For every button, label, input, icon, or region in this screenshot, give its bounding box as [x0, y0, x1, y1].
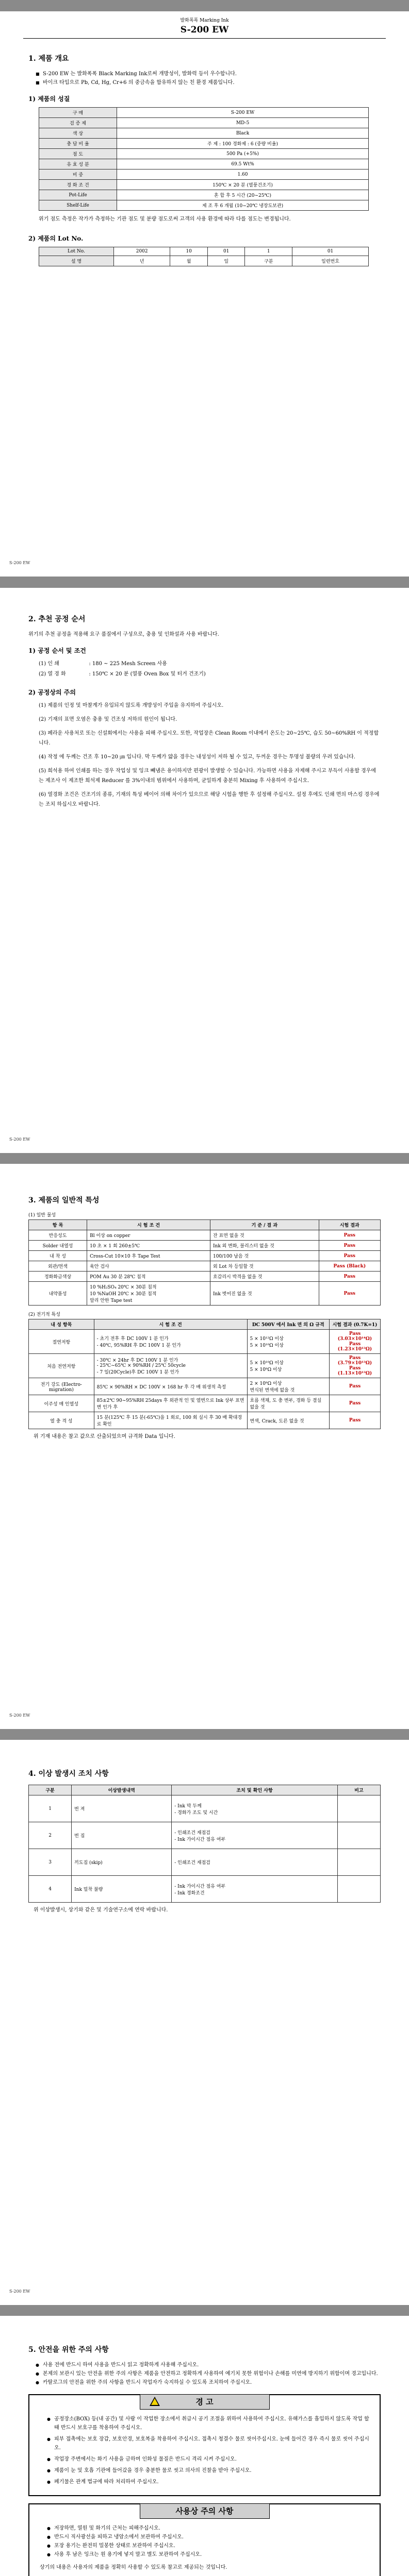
- table-cell: Ink 벗어진 없을 것: [210, 1282, 319, 1306]
- table-cell: - 30℃ × 24hr 후 DC 100V 1 분 인가 - 25℃~65℃ × 90%RH / 25℃ 50cycle - 7 일(20Cycle)후 DC 100V 1 분 인가: [94, 1354, 247, 1378]
- table-cell: 흐감리시 박격을 없을 것: [210, 1272, 319, 1282]
- doc-title: S-200 EW: [180, 25, 229, 35]
- props-key: 구 매: [39, 108, 117, 118]
- props-note: 위기 점도 측정은 작가가 측정하는 기관 점도 및 분량 점도로써 고객의 사용 환경에 따라 다를 점도는 변경됩니다.: [39, 216, 291, 222]
- safety-bullet: ● 사용 전에 반드시 하여 사용을 반드시 읽고 정확하게 사용해 주십시오.: [43, 2361, 381, 2369]
- electrical-props-table: [28, 1319, 381, 1429]
- lot-cell: 01: [207, 247, 245, 256]
- table-row: [29, 1230, 381, 1241]
- warning-item: ● 폐기물은 관계 법규에 따라 처리하여 주십시오.: [54, 2478, 369, 2486]
- process-intro: 위기의 추천 공정을 적용해 요구 품질에서 구성으로, 충용 및 인화설과 사용 바랍니다.: [28, 632, 219, 637]
- characteristics-heading: 3. 제품의 일반적 특성: [28, 1196, 100, 1205]
- props-value: 주 제 : 100 경화제 : 6 (중량 비율): [117, 139, 369, 149]
- lot-heading: 2) 제품의 Lot No.: [28, 235, 84, 242]
- table-header-cell: 조치 및 확인 사항: [172, 1785, 338, 1795]
- props-key: Shelf-Life: [39, 200, 117, 211]
- table-cell: Pass: [319, 1230, 380, 1241]
- table-row: [29, 1412, 381, 1429]
- props-key: 검 증 제: [39, 118, 117, 128]
- caution-title: 사용상 주의 사항: [175, 2506, 234, 2516]
- table-cell: Pass: [329, 1378, 380, 1395]
- table-cell: Pass (3.79×10¹³Ω) Pass (1.13×10¹³Ω): [329, 1354, 380, 1378]
- troubleshooting-note: 위 이상발생시, 상기와 같은 및 기술연구소에 연락 바랍니다.: [34, 1907, 168, 1913]
- table-cell: 전기 강도 (Electro-migration): [29, 1378, 94, 1395]
- lot-cell: 일: [207, 256, 245, 266]
- table-cell: POM Au 30 분 28℃ 침적: [87, 1272, 210, 1282]
- table-cell: 2 × 10⁸Ω 이상 변식된 변색에 없을 것: [247, 1378, 329, 1395]
- table-cell: Bl 이상 on copper: [87, 1230, 210, 1241]
- table-row: [29, 1795, 381, 1822]
- troubleshooting-heading: 4. 이상 발생시 조치 사항: [28, 1770, 109, 1778]
- lot-row: [39, 256, 369, 266]
- props-value: S-200 EW: [117, 108, 369, 118]
- table-cell: Solder 내열성: [29, 1241, 87, 1251]
- table-cell: 처음 전연저항: [29, 1354, 94, 1378]
- table-header-cell: 시험 결과 (0.7K=1): [329, 1319, 380, 1330]
- table-header-cell: 시 험 조 건: [87, 1220, 210, 1230]
- caution-item: ● 포장 용기는 완전히 밀봉한 상태로 보관하여 주십시오.: [54, 2541, 369, 2550]
- table-row: [29, 1822, 381, 1849]
- process-note: (5) 희석용 하여 인쇄를 하는 경우 작업성 및 잉크 빼냄은 용이하지만 편광이 발생할 수 있습니다. 가능하면 사용을 자제해 주시고 부득이 사용할 경우에는 제조사 이 제조한 희석제 Reducer 를 3%이내의 범위에서 사용하며, 균일하게 충분히 Mixing 후 사용하여 주십시오.: [39, 768, 377, 784]
- caution-item: ● 반드시 직사광선을 피하고 냉암소에서 보관하여 주십시오.: [54, 2533, 369, 2541]
- table-cell: - 인쇄조건 재점검 - Ink 가이시간 점유 여부: [172, 1822, 338, 1849]
- table-cell: [337, 1849, 380, 1876]
- props-heading: 1) 제품의 성질: [28, 95, 70, 103]
- table-cell: Ink 밀착 불량: [72, 1876, 172, 1903]
- props-value: 69.5 Wt%: [117, 159, 369, 170]
- page-4: [0, 1740, 409, 2305]
- table-cell: 내약품성: [29, 1282, 87, 1306]
- caution-item: ● 사용 후 남은 잉크는 원 용기에 넣지 말고 별도 보관하여 주십시오.: [54, 2550, 369, 2559]
- page-3: [0, 1164, 409, 1729]
- table-cell: Pass: [329, 1412, 380, 1429]
- table-cell: 10 %H₂SO₄ 20℃ × 30분 침적 10 %NaOH 20℃ × 30분 침적 알리 안한 Tape test: [87, 1282, 210, 1306]
- props-key: Pot-Life: [39, 190, 117, 200]
- props-table: [39, 107, 369, 211]
- table-header-cell: 구분: [29, 1785, 72, 1795]
- footer: S-200 EW: [9, 1137, 30, 1142]
- table-cell: 15 분(125℃ 후 15 분(-65℃)을 1 회로, 100 회 실시 후 30 배 확대경로 확인: [94, 1412, 247, 1429]
- table-cell: - Ink 막 두께 - 경화가 조도 및 시간: [172, 1795, 338, 1822]
- props-key: 점 도: [39, 149, 117, 159]
- table-cell: 육안 검사: [87, 1261, 210, 1272]
- table-cell: 85℃ × 90%RH × DC 100V × 168 hr 후 각 배 위생적 측정: [94, 1378, 247, 1395]
- props-row: [39, 139, 369, 149]
- warning-item: ● 제품이 눈 및 호흡 기관에 들어갔을 경우 충분한 물로 씻고 의사의 진찰을 받아 주십시오.: [54, 2466, 369, 2475]
- props-row: [39, 170, 369, 180]
- process-note: (3) 페라운 사용처로 또는 신설회에서는 사용을 피해 주십시오. 또한, 작업장은 Clean Room 이내에서 온도는 20~25℃, 습도 50~60%RH 이 적정합니다.: [39, 731, 379, 746]
- table-cell: 5 × 10¹⁰Ω 이상 5 × 10⁸Ω 이상: [247, 1354, 329, 1378]
- page-1: [0, 11, 409, 577]
- lot-cell: 1: [245, 247, 292, 256]
- table-cell: 2: [29, 1822, 72, 1849]
- table-row: [29, 1261, 381, 1272]
- warning-box: [28, 2394, 381, 2496]
- props-value: 150℃ × 20 분 (열풍건조기): [117, 180, 369, 190]
- table-cell: 정화화금색상: [29, 1272, 87, 1282]
- title-rule: [23, 38, 386, 39]
- table-cell: 잔 표면 없을 것: [210, 1230, 319, 1241]
- props-row: [39, 159, 369, 170]
- condition-name: 인 쇄: [47, 661, 59, 667]
- process-sub2: 2) 공정상의 주의: [28, 689, 76, 696]
- props-row: [39, 200, 369, 211]
- footer: S-200 EW: [9, 1713, 30, 1718]
- lot-cell: 년: [113, 256, 170, 266]
- table-row: [29, 1378, 381, 1395]
- props-key: 경 화 조 건: [39, 180, 117, 190]
- characteristics-note: 위 기재 내용은 참고 값으로 산출되었으며 규격화 Data 입니다.: [34, 1434, 175, 1439]
- props-value: 제 조 후 6 개월 (10~20℃ 냉장도보관): [117, 200, 369, 211]
- props-key: 색 상: [39, 128, 117, 139]
- table-cell: Pass: [329, 1395, 380, 1412]
- props-value: 1.60: [117, 170, 369, 180]
- page-5: [0, 2316, 409, 2576]
- table-row: [29, 1395, 381, 1412]
- props-value: 500 Pa (+5%): [117, 149, 369, 159]
- process-note: (4) 작정 에 두께는 건조 후 10~20 ㎛ 입니다. 막 두께가 얇을 경우는 내성성이 저하 될 수 있고, 두꺼운 경우는 투명성 불량의 우려 있습니다.: [39, 754, 355, 760]
- general-props-table: [28, 1219, 381, 1306]
- caution-box: [28, 2503, 381, 2576]
- condition-list: [39, 659, 381, 680]
- table-cell: Ink 외 변화, 블리스터 없을 것: [210, 1241, 319, 1251]
- table-cell: 변색, Crack, 도른 없을 것: [247, 1412, 329, 1429]
- props-row: [39, 108, 369, 118]
- table-cell: 85±2℃ 90~95%RH 25days 후 외관적 인 및 열변으로 Ink 상부 표면 변 인가 후: [94, 1395, 247, 1412]
- warning-header: [140, 2394, 270, 2410]
- lot-table: [39, 247, 369, 266]
- table-header-cell: 내 성 항목: [29, 1319, 94, 1330]
- table-cell: Pass (Black): [319, 1261, 380, 1272]
- table-row: [29, 1330, 381, 1354]
- intro-line: ■ 바이크 타입으로 Pb, Cd, Hg, Cr+6 의 중금속을 함유하지 않는 친 환경 제품입니다.: [43, 78, 381, 87]
- lot-cell: 10: [170, 247, 208, 256]
- table-row: [29, 1849, 381, 1876]
- lot-cell: 월: [170, 256, 208, 266]
- table-row: [29, 1241, 381, 1251]
- table-cell: - Ink 가이시간 점유 여부 - Ink 경화조건: [172, 1876, 338, 1903]
- lot-cell: 설 명: [39, 256, 114, 266]
- table-row: [29, 1272, 381, 1282]
- props-row: [39, 180, 369, 190]
- props-value: MD-5: [117, 118, 369, 128]
- condition-num: (2): [39, 671, 48, 677]
- table-cell: Cross-Cut 10×10 후 Tape Test: [87, 1251, 210, 1261]
- table-cell: 흐름 색채, 도 충 변부, 경화 등 결실 없을 것: [247, 1395, 329, 1412]
- table-cell: Pass (3.03×10¹⁴Ω) Pass (1.23×10¹³Ω): [329, 1330, 380, 1354]
- table-row: [29, 1354, 381, 1378]
- warning-title: 경 고: [195, 2397, 214, 2406]
- table-cell: Pass: [319, 1251, 380, 1261]
- props-row: [39, 128, 369, 139]
- caution-header: [140, 2503, 270, 2519]
- props-row: [39, 149, 369, 159]
- table-cell: [337, 1876, 380, 1903]
- page-2: [0, 588, 409, 1153]
- props-key: 유 효 성 분: [39, 159, 117, 170]
- props-key: 충 담 비 율: [39, 139, 117, 149]
- table-cell: 이주성 매 인열성: [29, 1395, 94, 1412]
- lot-cell: 01: [292, 247, 369, 256]
- intro-line: ■ S-200 EW 는 발화폭폭 Black Marking Ink로써 개방성이, 발화력 등이 우수합니다.: [43, 70, 381, 78]
- condition-line: [39, 659, 381, 669]
- safety-bullet: ● 카탈로그의 안전을 위한 주의 사항을 반드시 작업자가 숙지하실 수 있도록 조치하여 주십시오.: [43, 2378, 381, 2387]
- table-cell: 열 충 격 성: [29, 1412, 94, 1429]
- process-sub1: 1) 공정 순서 및 조건: [28, 647, 86, 654]
- table-cell: 번 짐: [72, 1822, 172, 1849]
- lot-cell: Lot No.: [39, 247, 114, 256]
- general-props-label: (1) 일반 물성: [28, 1213, 56, 1218]
- table-cell: Pass: [319, 1272, 380, 1282]
- table-header-cell: 비고: [337, 1785, 380, 1795]
- lot-row: [39, 247, 369, 256]
- table-cell: - 인쇄조건 재점검: [172, 1849, 338, 1876]
- table-cell: 4: [29, 1876, 72, 1903]
- doc-label: 발화폭폭 Marking Ink: [180, 18, 229, 23]
- condition-num: (1): [39, 661, 48, 667]
- condition-name: 열 경 화: [47, 671, 66, 677]
- safety-heading: 5. 안전을 위한 주의 사항: [28, 2346, 109, 2354]
- table-cell: Pass: [319, 1282, 380, 1306]
- table-header-cell: 시험 결과: [319, 1220, 380, 1230]
- props-row: [39, 190, 369, 200]
- table-header-cell: 시 험 조 건: [94, 1319, 247, 1330]
- footer: S-200 EW: [9, 2289, 30, 2294]
- table-cell: [337, 1822, 380, 1849]
- warning-item: ● 작업장 주변에서는 화기 사용을 금하며 인화성 물질은 반드시 격리 시켜 주십시오.: [54, 2455, 369, 2464]
- warning-triangle-icon: [150, 2397, 160, 2406]
- condition-line: [39, 669, 381, 680]
- table-cell: 3: [29, 1849, 72, 1876]
- process-note: (2) 기재의 표면 오염은 충용 및 건조성 저하의 원인이 됩니다.: [39, 717, 177, 722]
- lot-cell: 일련번호: [292, 256, 369, 266]
- warning-item: ● 피부 접촉에는 보호 장갑, 보호안경, 보호복을 착용하여 주십시오. 접촉시 청결수 물로 씻어주십시오. 눈에 들어간 경우 즉시 물로 씻어 주십시오.: [54, 2435, 369, 2452]
- props-key: 비 중: [39, 170, 117, 180]
- props-value: 혼 합 후 5 시간 (20~25℃): [117, 190, 369, 200]
- warning-item: ● 공정장소(BOX) 등(내 공간) 및 사람 이 작업한 장소에서 취급시 공기 조절을 위하여 사용하여 주십시오. 유해가스를 흡입하지 않도록 작업 할 때 반드시 보호구를 착용하여 주십시오.: [54, 2415, 369, 2432]
- table-header-cell: 기 준 / 결 과: [210, 1220, 319, 1230]
- process-note: (6) 열경화 조건은 건조기의 종류, 기재의 특성 베이어 의해 차이가 있으므로 해당 시험을 행한 후 설정해 주십시오. 설정 후에도 인쇄 면의 마스킹 경우에는 조치 하십시오 바랍니다.: [39, 792, 380, 807]
- electrical-props-label: (2) 전기적 특성: [28, 1312, 60, 1317]
- table-row: [29, 1876, 381, 1903]
- caution-closing: 상기의 내용은 사용자의 제품을 정확히 사용할 수 있도록 참고로 제공되는 것입니다.: [40, 2565, 227, 2570]
- table-header-cell: 항 목: [29, 1220, 87, 1230]
- caution-item: ● 저장하면, 열원 및 화기의 근처는 피해주십시오.: [54, 2524, 369, 2533]
- table-cell: 외 Lot 차 등일할 것: [210, 1261, 319, 1272]
- safety-bullet: ● 본제의 보관시 있는 안전을 위한 주의 사항은 제품을 안전하고 정확하게 사용하여 예기치 못한 위험이나 손해를 미연에 방지하기 위함이며 경고입니다.: [43, 2369, 381, 2378]
- table-header-cell: DC 500V 에서 Ink 면 의 Ω 규격: [247, 1319, 329, 1330]
- table-cell: 절연저항: [29, 1330, 94, 1354]
- table-cell: 반응성도: [29, 1230, 87, 1241]
- table-cell: 끼도짐 (skip): [72, 1849, 172, 1876]
- table-cell: 외관/연색: [29, 1261, 87, 1272]
- condition-value: : 180 ~ 225 Mesh Screen 사용: [89, 661, 167, 667]
- table-cell: 번 져: [72, 1795, 172, 1822]
- props-row: [39, 118, 369, 128]
- table-cell: 10 초 × 1 회 260±5℃: [87, 1241, 210, 1251]
- table-cell: [337, 1795, 380, 1822]
- table-cell: - 초기 전후 후 DC 100V 1 분 인가 - 40℃, 95%RH 후 DC 100V 1 분 인가: [94, 1330, 247, 1354]
- table-cell: 1: [29, 1795, 72, 1822]
- table-row: [29, 1251, 381, 1261]
- table-cell: 내 착 성: [29, 1251, 87, 1261]
- process-note: (1) 제품의 인정 및 마찰계가 유입되지 않도록 개방성이 주입을 유지하여 주십시오.: [39, 703, 224, 708]
- lot-cell: 구분: [245, 256, 292, 266]
- table-cell: Pass: [319, 1241, 380, 1251]
- table-row: [29, 1282, 381, 1306]
- troubleshooting-table: [28, 1785, 381, 1903]
- process-heading: 2. 추천 공정 순서: [28, 615, 86, 623]
- props-value: Black: [117, 128, 369, 139]
- footer: S-200 EW: [9, 561, 30, 565]
- table-cell: 5 × 10¹²Ω 이상 5 × 10¹⁰Ω 이상: [247, 1330, 329, 1354]
- section-overview-heading: 1. 제품 개요: [28, 55, 69, 63]
- process-notes: [39, 701, 381, 809]
- lot-cell: 2002: [113, 247, 170, 256]
- condition-value: : 150℃ × 20 분 (열풍 Oven Box 및 터거 건조기): [89, 671, 206, 677]
- table-header-cell: 이상발생내역: [72, 1785, 172, 1795]
- table-cell: 100/100 남음 것: [210, 1251, 319, 1261]
